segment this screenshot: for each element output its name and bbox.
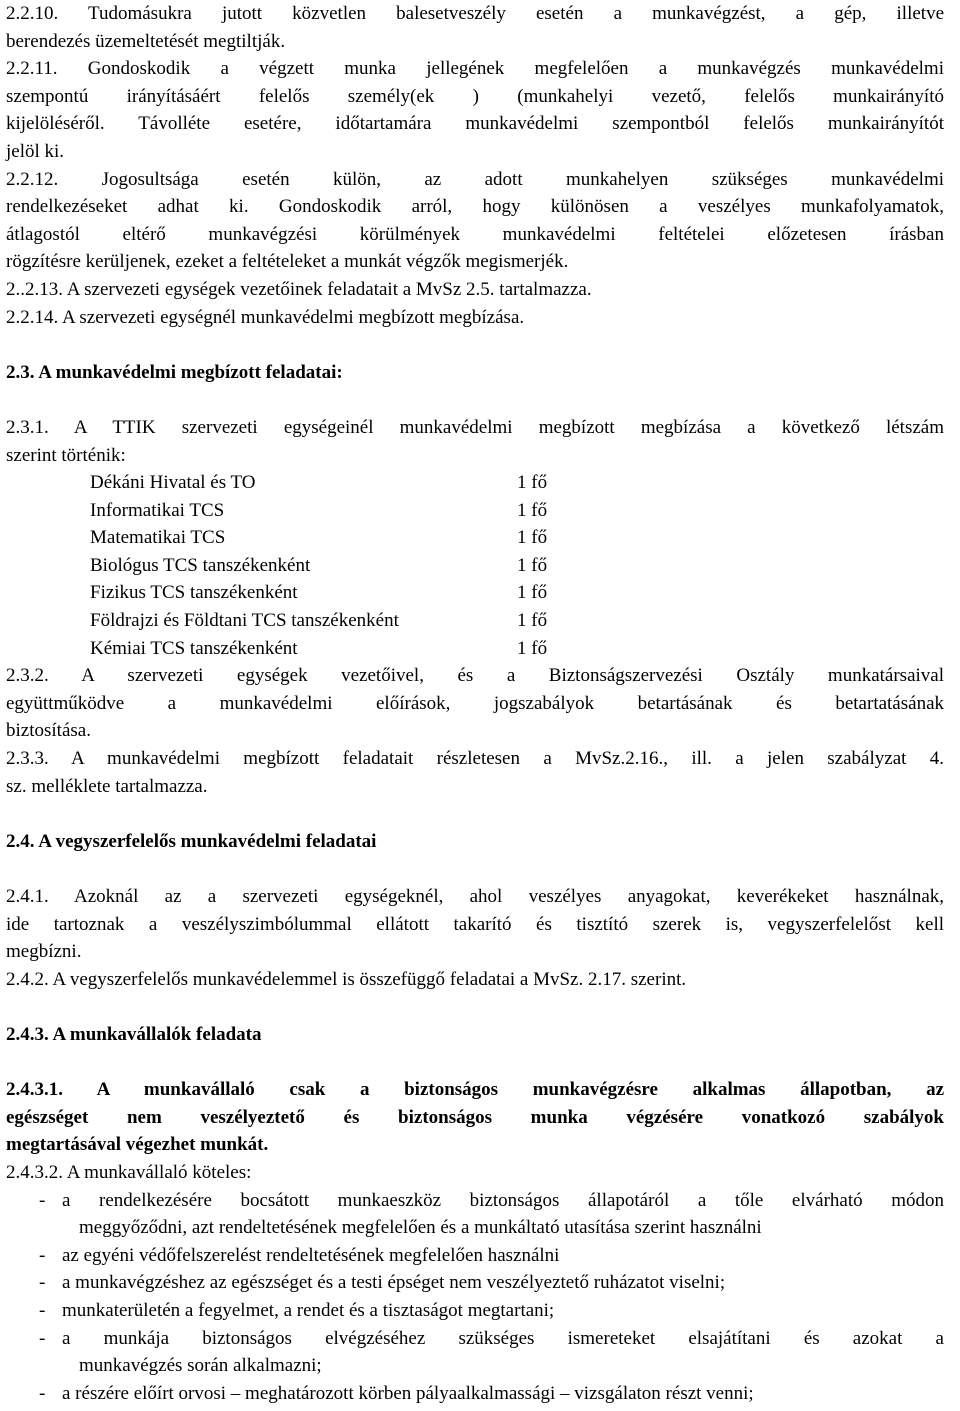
list-bullet: - xyxy=(39,1382,46,1404)
list-item xyxy=(6,1187,944,1242)
document-page xyxy=(6,0,944,1407)
list-bullet: - xyxy=(39,1299,46,1321)
spacer xyxy=(6,855,944,883)
text-line: 2.3.3. A munkavédelmi megbízott feladatait részletesen a MvSz.2.16., ill. a jelen szabályzat 4. xyxy=(6,748,944,770)
staff-unit: Földrajzi és Földtani TCS tanszékenként xyxy=(90,610,399,632)
text-line: megbízni. xyxy=(6,941,82,963)
paragraph-2-4-1 xyxy=(6,883,944,966)
paragraph-2-4-3-2: 2.4.3.2. A munkavállaló köteles: xyxy=(6,1161,252,1183)
text-line: berendezés üzemeltetését megtiltják. xyxy=(6,30,286,52)
text-line: jelöl ki. xyxy=(6,140,65,162)
list-item-text: a munkája biztonságos elvégzéséhez szükséges ismereteket elsajátítani és azokat a xyxy=(62,1327,944,1349)
text-line: 2.2.12. Jogosultsága esetén külön, az adott munkahelyen szükséges munkavédelmi xyxy=(6,168,944,190)
spacer xyxy=(6,800,944,828)
list-item-text: munkavégzés során alkalmazni; xyxy=(79,1355,322,1377)
list-bullet: - xyxy=(39,1272,46,1294)
spacer xyxy=(6,331,944,359)
section-heading-2-4: 2.4. A vegyszerfelelős munkavédelmi feladatai xyxy=(6,830,377,852)
text-line: biztosítása. xyxy=(6,720,91,742)
list-item-text: meggyőződni, azt rendeltetésének megfelelően és a munkáltató utasítása szerint használni xyxy=(79,1217,762,1239)
text-line: rögzítésre kerüljenek, ezeket a feltételeket a munkát végzők megismerjék. xyxy=(6,251,569,273)
paragraph-2-2-11 xyxy=(6,55,944,165)
paragraph-2-4-3-1 xyxy=(6,1076,944,1159)
text-line: rendelkezéseket adhat ki. Gondoskodik arról, hogy különösen a veszélyes munkafolyamatok, xyxy=(6,196,944,218)
staff-count: 1 fő xyxy=(517,637,548,659)
staff-unit: Informatikai TCS xyxy=(90,499,225,521)
text-line: együttműködve a munkavédelmi előírások, jogszabályok betartásának és betartatásának xyxy=(6,692,944,714)
text-line: 2.2.11. Gondoskodik a végzett munka jellegének megfelelően a munkavégzés munkavédelmi xyxy=(6,58,944,80)
text-line: átlagostól eltérő munkavégzési körülmények munkavédelmi feltételei előzetesen írásban xyxy=(6,223,944,245)
paragraph-2-2-14: 2.2.14. A szervezeti egységnél munkavédelmi megbízott megbízása. xyxy=(6,306,525,328)
spacer xyxy=(6,386,944,414)
text-line: 2.3.1. A TTIK szervezeti egységeinél munkavédelmi megbízott megbízása a következő létszám xyxy=(6,416,944,438)
staff-row xyxy=(90,497,547,525)
staff-unit: Matematikai TCS xyxy=(90,527,226,549)
staff-table xyxy=(90,469,547,662)
list-item xyxy=(6,1325,944,1380)
text-line: 2.3.2. A szervezeti egységek vezetőivel, és a Biztonságszervezési Osztály munkatársaival xyxy=(6,665,944,687)
spacer xyxy=(6,993,944,1021)
spacer xyxy=(6,1049,944,1077)
list-item-text: munkaterületén a fegyelmet, a rendet és a tisztaságot megtartani; xyxy=(62,1299,555,1321)
list-item xyxy=(6,1242,944,1270)
paragraph-2-3-3 xyxy=(6,745,944,800)
paragraph-2-3-2 xyxy=(6,662,944,745)
paragraph-2-4-2: 2.4.2. A vegyszerfelelős munkavédelemmel is összefüggő feladatai a MvSz. 2.17. szerint. xyxy=(6,968,687,990)
paragraph-2-2-10 xyxy=(6,0,944,55)
staff-row xyxy=(90,607,547,635)
staff-count: 1 fő xyxy=(517,472,548,494)
list-bullet: - xyxy=(39,1327,46,1349)
paragraph-2-2-12 xyxy=(6,166,944,276)
staff-count: 1 fő xyxy=(517,527,548,549)
section-heading-2-3: 2.3. A munkavédelmi megbízott feladatai: xyxy=(6,361,343,383)
staff-row xyxy=(90,552,547,580)
list-item xyxy=(6,1297,944,1325)
staff-row xyxy=(90,469,547,497)
staff-count: 1 fő xyxy=(517,610,548,632)
staff-unit: Dékáni Hivatal és TO xyxy=(90,472,256,494)
staff-unit: Kémiai TCS tanszékenként xyxy=(90,637,298,659)
staff-row xyxy=(90,524,547,552)
duties-list xyxy=(6,1187,944,1408)
staff-count: 1 fő xyxy=(517,582,548,604)
list-item-text: a részére előírt orvosi – meghatározott körben pályaalkalmassági – vizsgálaton részt venni; xyxy=(62,1382,754,1404)
staff-count: 1 fő xyxy=(517,499,548,521)
staff-row xyxy=(90,635,547,663)
list-bullet: - xyxy=(39,1189,46,1211)
staff-unit: Fizikus TCS tanszékenként xyxy=(90,582,298,604)
text-line: megtartásával végezhet munkát. xyxy=(6,1134,269,1156)
list-item-text: az egyéni védőfelszerelést rendeltetésének megfelelően használni xyxy=(62,1244,560,1266)
staff-unit: Biológus TCS tanszékenként xyxy=(90,554,311,576)
paragraph-2-2-13: 2..2.13. A szervezeti egységek vezetőinek feladatait a MvSz 2.5. tartalmazza. xyxy=(6,278,592,300)
text-line: szerint történik: xyxy=(6,444,126,466)
list-item xyxy=(6,1380,944,1408)
staff-count: 1 fő xyxy=(517,554,548,576)
list-bullet: - xyxy=(39,1244,46,1266)
text-line: egészséget nem veszélyeztető és biztonságos munka végzésére vonatkozó szabályok xyxy=(6,1106,944,1128)
text-line: 2.4.3.1. A munkavállaló csak a biztonságos munkavégzésre alkalmas állapotban, az xyxy=(6,1079,944,1101)
list-item-text: a rendelkezésére bocsátott munkaeszköz biztonságos állapotáról a tőle elvárható módon xyxy=(62,1189,944,1211)
list-item xyxy=(6,1269,944,1297)
paragraph-2-3-1 xyxy=(6,414,944,469)
text-line: szempontú irányításáért felelős személy(ek ) (munkahelyi vezető, felelős munkairányító xyxy=(6,85,944,107)
text-line: 2.2.10. Tudomásukra jutott közvetlen balesetveszély esetén a munkavégzést, a gép, illetve xyxy=(6,3,944,24)
text-line: sz. melléklete tartalmazza. xyxy=(6,775,208,797)
text-line: 2.4.1. Azoknál az a szervezeti egységeknél, ahol veszélyes anyagokat, keverékeket használnak, xyxy=(6,886,944,907)
staff-row xyxy=(90,579,547,607)
list-item-text: a munkavégzéshez az egészséget és a testi épséget nem veszélyeztető ruházatot viselni; xyxy=(62,1272,726,1294)
text-line: ide tartoznak a veszélyszimbólummal ellátott takarító és tisztító szerek is, vegyszerfelelőst kell xyxy=(6,913,944,935)
text-line: kijelöléséről. Távolléte esetére, időtartamára munkavédelmi szempontból felelős munkairányítót xyxy=(6,113,944,135)
section-heading-2-4-3: 2.4.3. A munkavállalók feladata xyxy=(6,1023,262,1045)
